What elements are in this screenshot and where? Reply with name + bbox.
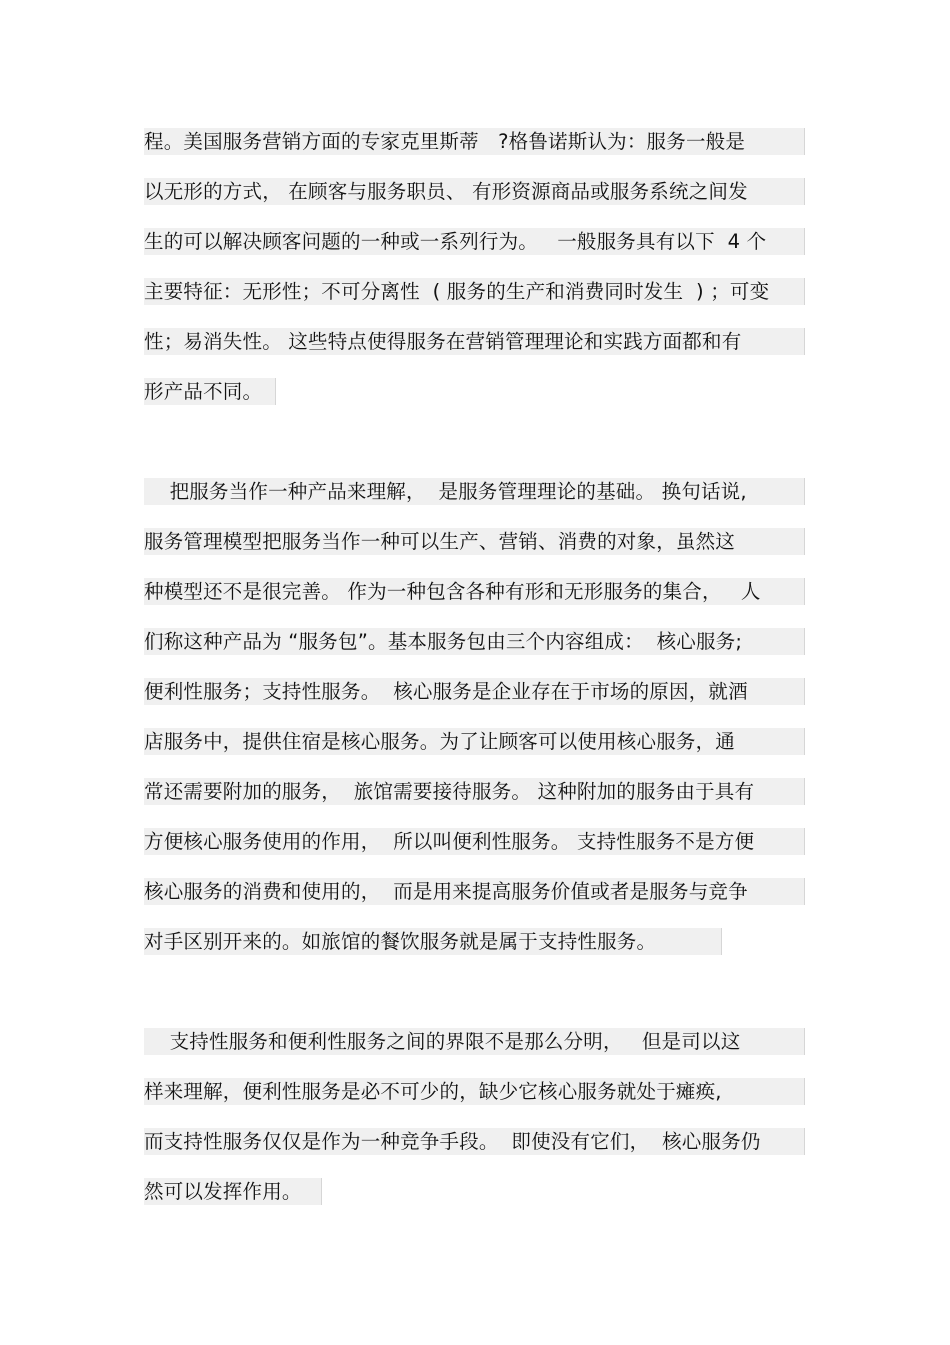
text-line: 核心服务的消费和使用的， 而是用来提高服务价值或者是服务与竞争 <box>144 878 805 905</box>
text-line: 然可以发挥作用。 <box>144 1178 322 1205</box>
text-line: 便利性服务；支持性服务。 核心服务是企业存在于市场的原因，就酒 <box>144 678 805 705</box>
text-line: 对手区别开来的。如旅馆的餐饮服务就是属于支持性服务。 <box>144 928 722 955</box>
text-line: 把服务当作一种产品来理解， 是服务管理理论的基础。 换句话说, <box>144 478 805 505</box>
text-line: 程。美国服务营销方面的专家克里斯蒂 ?格鲁诺斯认为：服务一般是 <box>144 128 805 155</box>
text-line: 形产品不同。 <box>144 378 276 405</box>
text-line: 种模型还不是很完善。 作为一种包含各种有形和无形服务的集合， 人 <box>144 578 805 605</box>
text-line: 生的可以解决顾客问题的一种或一系列行为。 一般服务具有以下 4 个 <box>144 228 805 255</box>
text-line: 而支持性服务仅仅是作为一种竞争手段。 即使没有它们， 核心服务仍 <box>144 1128 805 1155</box>
text-line: 性；易消失性。 这些特点使得服务在营销管理理论和实践方面都和有 <box>144 328 805 355</box>
text-line: 店服务中，提供住宿是核心服务。为了让顾客可以使用核心服务，通 <box>144 728 805 755</box>
text-line: 常还需要附加的服务， 旅馆需要接待服务。 这种附加的服务由于具有 <box>144 778 805 805</box>
text-line: 方便核心服务使用的作用， 所以叫便利性服务。 支持性服务不是方便 <box>144 828 805 855</box>
text-line: 主要特征：无形性；不可分离性 ( 服务的生产和消费同时发生 ) ；可变 <box>144 278 805 305</box>
text-line: 支持性服务和便利性服务之间的界限不是那么分明， 但是司以这 <box>144 1028 805 1055</box>
text-line: 样来理解，便利性服务是必不可少的，缺少它核心服务就处于瘫痪, <box>144 1078 805 1105</box>
text-line: 服务管理模型把服务当作一种可以生产、营销、消费的对象，虽然这 <box>144 528 805 555</box>
text-line: 以无形的方式， 在顾客与服务职员、 有形资源商品或服务系统之间发 <box>144 178 805 205</box>
text-line: 们称这种产品为 “服务包”。基本服务包由三个内容组成： 核心服务; <box>144 628 805 655</box>
